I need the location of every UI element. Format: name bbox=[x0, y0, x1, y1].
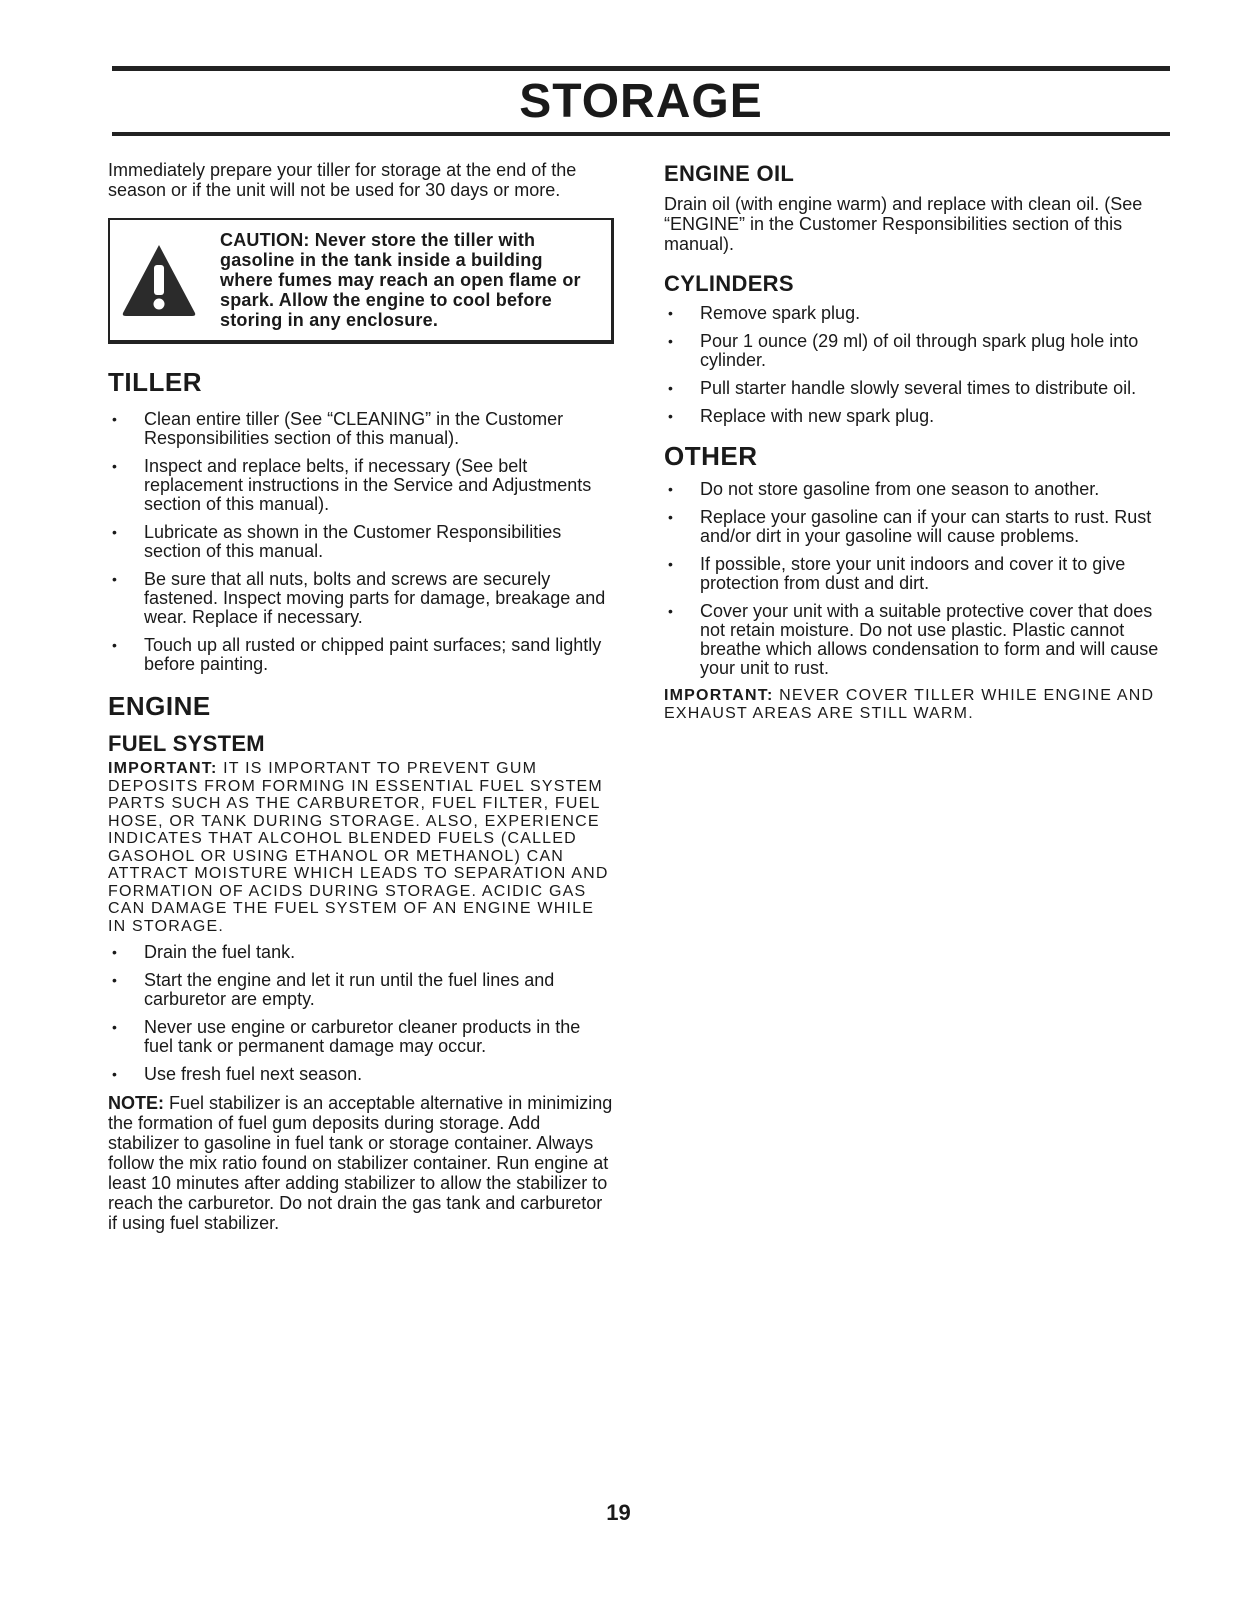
important-text: IT IS IMPORTANT TO PREVENT GUM DEPOSITS FROM FORMING IN ESSENTIAL FUEL SYSTEM PARTS SUCH AS THE CARBURETOR, FUEL FILTER, FUEL HOSE, OR TANK DURING STORAGE. ALSO, EXPERIENCE INDICATES THAT ALCOHOL BLENDED FUELS (CALLED GASOHOL OR USING ETHANOL OR METHANOL) CAN ATTRACT MOISTURE WHICH LEADS TO SEPARATION AND FORMATION OF ACIDS DURING STORAGE. ACIDIC GAS CAN DAMAGE THE FUEL SYSTEM OF AN ENGINE WHILE IN STORAGE. bbox=[108, 760, 609, 935]
important-label: IMPORTANT: bbox=[664, 687, 774, 704]
fuel-system-list bbox=[108, 943, 614, 1084]
note-label: NOTE: bbox=[108, 1093, 164, 1113]
list-item: • Replace with new spark plug. bbox=[664, 407, 1170, 426]
list-item: • Use fresh fuel next season. bbox=[108, 1065, 614, 1084]
list-item: • Pour 1 ounce (29 ml) of oil through spark plug hole into cylinder. bbox=[664, 332, 1170, 370]
fuel-important-paragraph bbox=[108, 760, 614, 935]
important-text: NEVER COVER TILLER WHILE ENGINE AND EXHAUST AREAS ARE STILL WARM. bbox=[664, 687, 1155, 722]
list-item: • Clean entire tiller (See “CLEANING” in the Customer Responsibilities section of this manual). bbox=[108, 410, 614, 448]
list-item: • Remove spark plug. bbox=[664, 304, 1170, 323]
engine-heading: ENGINE bbox=[108, 691, 211, 721]
list-item: • Pull starter handle slowly several times to distribute oil. bbox=[664, 379, 1170, 398]
caution-box bbox=[108, 218, 614, 344]
list-item: • Cover your unit with a suitable protective cover that does not retain moisture. Do not use plastic. Plastic cannot breathe which allows condensation to form and will cause your unit to rust. bbox=[664, 602, 1170, 678]
warning-triangle-icon bbox=[120, 241, 198, 319]
caution-text: CAUTION: Never store the tiller with gasoline in the tank inside a building where fumes may reach an open flame or spark. Allow the engine to cool before storing in any enclosure. bbox=[220, 230, 581, 330]
list-item: • Do not store gasoline from one season to another. bbox=[664, 480, 1170, 499]
cylinders-heading: CYLINDERS bbox=[664, 271, 794, 296]
page-number: 19 bbox=[606, 1500, 631, 1525]
title-rule-bottom bbox=[112, 132, 1170, 136]
cylinders-list bbox=[664, 304, 1170, 426]
title-rule-top bbox=[112, 66, 1170, 71]
right-column bbox=[664, 160, 1170, 722]
list-item: • Be sure that all nuts, bolts and screws are securely fastened. Inspect moving parts for damage, breakage and wear. Replace if necessary. bbox=[108, 570, 614, 627]
other-important-paragraph bbox=[664, 687, 1170, 722]
tiller-heading: TILLER bbox=[108, 367, 202, 397]
engine-oil-paragraph: Drain oil (with engine warm) and replace with clean oil. (See “ENGINE” in the Customer Responsibilities section of this manual). bbox=[664, 194, 1143, 254]
list-item: • Start the engine and let it run until the fuel lines and carburetor are empty. bbox=[108, 971, 614, 1009]
list-item: • Replace your gasoline can if your can starts to rust. Rust and/or dirt in your gasoline will cause problems. bbox=[664, 508, 1170, 546]
important-label: IMPORTANT: bbox=[108, 760, 218, 777]
engine-oil-heading: ENGINE OIL bbox=[664, 161, 795, 186]
list-item: • Drain the fuel tank. bbox=[108, 943, 614, 962]
page-title: STORAGE bbox=[519, 75, 763, 128]
list-item: • Touch up all rusted or chipped paint surfaces; sand lightly before painting. bbox=[108, 636, 614, 674]
tiller-list bbox=[108, 410, 614, 674]
list-item: • Inspect and replace belts, if necessary (See belt replacement instructions in the Service and Adjustments section of this manual). bbox=[108, 457, 614, 514]
note-text: Fuel stabilizer is an acceptable alternative in minimizing the formation of fuel gum deposits during storage. Add stabilizer to gasoline in fuel tank or storage container. Always follow the mix ratio found on stabilizer container. Run engine at least 10 minutes after adding stabilizer to allow the stabilizer to reach the carburetor. Do not drain the gas tank and carburetor if using fuel stabilizer. bbox=[108, 1093, 613, 1233]
other-heading: OTHER bbox=[664, 441, 758, 471]
other-list bbox=[664, 480, 1170, 678]
fuel-system-heading: FUEL SYSTEM bbox=[108, 731, 265, 756]
note-paragraph bbox=[108, 1093, 614, 1233]
list-item: • Never use engine or carburetor cleaner products in the fuel tank or permanent damage may occur. bbox=[108, 1018, 614, 1056]
left-column bbox=[108, 160, 614, 1233]
list-item: • If possible, store your unit indoors and cover it to give protection from dust and dirt. bbox=[664, 555, 1170, 593]
intro-paragraph: Immediately prepare your tiller for storage at the end of the season or if the unit will not be used for 30 days or more. bbox=[108, 160, 577, 200]
list-item: • Lubricate as shown in the Customer Responsibilities section of this manual. bbox=[108, 523, 614, 561]
